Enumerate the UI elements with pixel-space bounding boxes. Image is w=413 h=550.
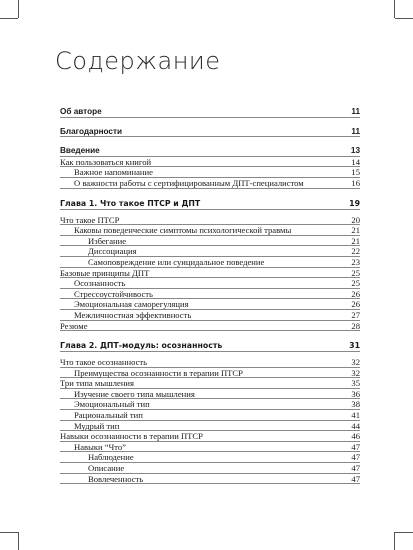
toc-entry-title: Эмоциональная саморегуляция — [74, 299, 189, 310]
crop-mark-bottom-right-h — [395, 532, 413, 533]
page-title: Содержание — [55, 47, 221, 75]
toc-entry-title: Диссоциация — [88, 246, 137, 257]
toc-entry[interactable] — [60, 278, 360, 289]
toc-entry-page: 46 — [351, 431, 360, 442]
toc-entry[interactable] — [60, 236, 360, 247]
toc-entry-page: 28 — [351, 320, 360, 331]
toc-entry-title: Глава 2. ДПТ-модуль: осознанность — [60, 341, 223, 351]
toc-entry-title: Важное напоминание — [74, 167, 153, 178]
toc-entry-page: 25 — [351, 278, 360, 289]
toc-entry[interactable] — [60, 357, 360, 368]
toc-entry-page: 47 — [351, 473, 360, 484]
toc-entry-title: Что такое ПТСР — [60, 214, 120, 225]
toc-entry-page: 19 — [349, 198, 360, 208]
crop-mark-top-right — [394, 0, 395, 18]
toc-entry-title: Как пользоваться книгой — [60, 156, 152, 167]
crop-mark-bottom-right — [394, 532, 395, 550]
toc-entry-title: Вовлеченность — [88, 473, 144, 484]
toc-entry[interactable] — [60, 246, 360, 257]
toc-entry-page: 36 — [351, 388, 360, 399]
toc-entry-title: Резюме — [60, 320, 88, 331]
crop-mark-top-right-h — [395, 18, 413, 19]
toc-entry-title: Наблюдение — [88, 452, 134, 463]
crop-mark-top-left — [18, 0, 19, 18]
toc-entry-title: Изучение своего типа мышления — [74, 388, 195, 399]
toc-spacer — [60, 137, 360, 146]
toc-entry[interactable] — [60, 146, 360, 157]
toc-chapter-entry[interactable] — [60, 198, 360, 210]
toc-entry-title: Базовые принципы ДПТ — [60, 267, 150, 278]
toc-entry-page: 41 — [351, 410, 360, 421]
toc-entry-page: 14 — [351, 156, 360, 167]
toc-entry[interactable] — [60, 421, 360, 432]
toc-entry-page: 27 — [351, 309, 360, 320]
toc-entry-title: Навыки осознанности в терапии ПТСР — [60, 431, 203, 442]
crop-mark-bottom-left-h — [0, 532, 18, 533]
toc-entry-title: Осознанность — [74, 278, 126, 289]
crop-mark-bottom-left — [18, 532, 19, 550]
toc-entry[interactable] — [60, 310, 360, 321]
toc-entry[interactable] — [60, 389, 360, 400]
toc-entry[interactable] — [60, 368, 360, 379]
toc-entry-title: Межличностная эффективность — [74, 309, 192, 320]
toc-entry-title: Стрессоустойчивость — [74, 288, 153, 299]
toc-chapter-entry[interactable] — [60, 340, 360, 352]
toc-entry-page: 13 — [350, 146, 360, 156]
toc-entry[interactable] — [60, 127, 360, 138]
toc-entry-title: Мудрый тип — [74, 420, 120, 431]
toc-entry-page: 47 — [351, 441, 360, 452]
toc-entry-title: Навыки “Что” — [74, 441, 126, 452]
toc-entry-page: 35 — [351, 378, 360, 389]
toc-entry-page: 26 — [351, 299, 360, 310]
toc-entry[interactable] — [60, 378, 360, 389]
toc-entry-page: 11 — [351, 107, 360, 116]
toc-entry-page: 21 — [351, 225, 360, 236]
toc-entry-title: Глава 1. Что такое ПТСР и ДПТ — [60, 198, 201, 208]
toc-entry-page: 32 — [351, 367, 360, 378]
toc-entry[interactable] — [60, 268, 360, 279]
toc-entry-title: Эмоциональный тип — [74, 399, 150, 410]
toc-entry-title: Рациональный тип — [74, 410, 143, 421]
toc-entry-page: 25 — [351, 267, 360, 278]
toc-entry[interactable] — [60, 257, 360, 268]
toc-entry-page: 31 — [349, 341, 360, 351]
toc-entry-title: Что такое осознанность — [60, 357, 148, 368]
toc-entry[interactable] — [60, 431, 360, 442]
toc-entry-page: 23 — [351, 256, 360, 267]
toc-entry-page: 26 — [351, 288, 360, 299]
toc-entry[interactable] — [60, 299, 360, 310]
toc-entry-page: 47 — [351, 452, 360, 463]
toc-entry-title: Избегание — [88, 235, 127, 246]
toc-entry-page: 11 — [351, 126, 360, 136]
table-of-contents — [60, 107, 360, 484]
toc-entry-title: Об авторе — [60, 107, 102, 116]
toc-entry-page: 16 — [351, 177, 360, 188]
toc-entry[interactable] — [60, 399, 360, 410]
crop-mark-top-left-h — [0, 18, 18, 19]
toc-entry-title: Преимущества осознанности в терапии ПТСР — [74, 367, 243, 378]
toc-entry-page: 22 — [351, 246, 360, 257]
toc-entry[interactable] — [60, 321, 360, 332]
toc-entry[interactable] — [60, 167, 360, 178]
toc-entry-title: Три типа мышления — [60, 378, 134, 389]
toc-spacer — [60, 189, 360, 198]
toc-entry-page: 44 — [351, 420, 360, 431]
toc-entry[interactable] — [60, 107, 360, 118]
toc-entry-page: 47 — [351, 463, 360, 474]
toc-entry[interactable] — [60, 157, 360, 168]
toc-entry[interactable] — [60, 452, 360, 463]
toc-entry[interactable] — [60, 289, 360, 300]
toc-entry[interactable] — [60, 178, 360, 189]
toc-entry-title: Благодарности — [60, 126, 123, 136]
toc-spacer — [60, 118, 360, 127]
toc-entry-page: 38 — [351, 399, 360, 410]
toc-entry-title: Введение — [60, 146, 100, 156]
toc-spacer — [60, 331, 360, 340]
toc-entry-title: Каковы поведенческие симптомы психологической травмы — [74, 225, 292, 236]
toc-entry-page: 20 — [351, 214, 360, 225]
toc-entry[interactable] — [60, 215, 360, 226]
toc-entry[interactable] — [60, 463, 360, 474]
toc-entry-page: 15 — [351, 167, 360, 178]
toc-entry-title: Самоповреждение или суицидальное поведение — [88, 256, 265, 267]
toc-entry[interactable] — [60, 410, 360, 421]
toc-entry[interactable] — [60, 442, 360, 453]
toc-entry-title: Описание — [88, 463, 125, 474]
toc-entry[interactable] — [60, 474, 360, 485]
toc-entry-page: 21 — [351, 235, 360, 246]
toc-entry-title: О важности работы с сертифицированным ДПТ-специалистом — [74, 177, 304, 188]
toc-entry-page: 32 — [351, 357, 360, 368]
toc-entry[interactable] — [60, 225, 360, 236]
